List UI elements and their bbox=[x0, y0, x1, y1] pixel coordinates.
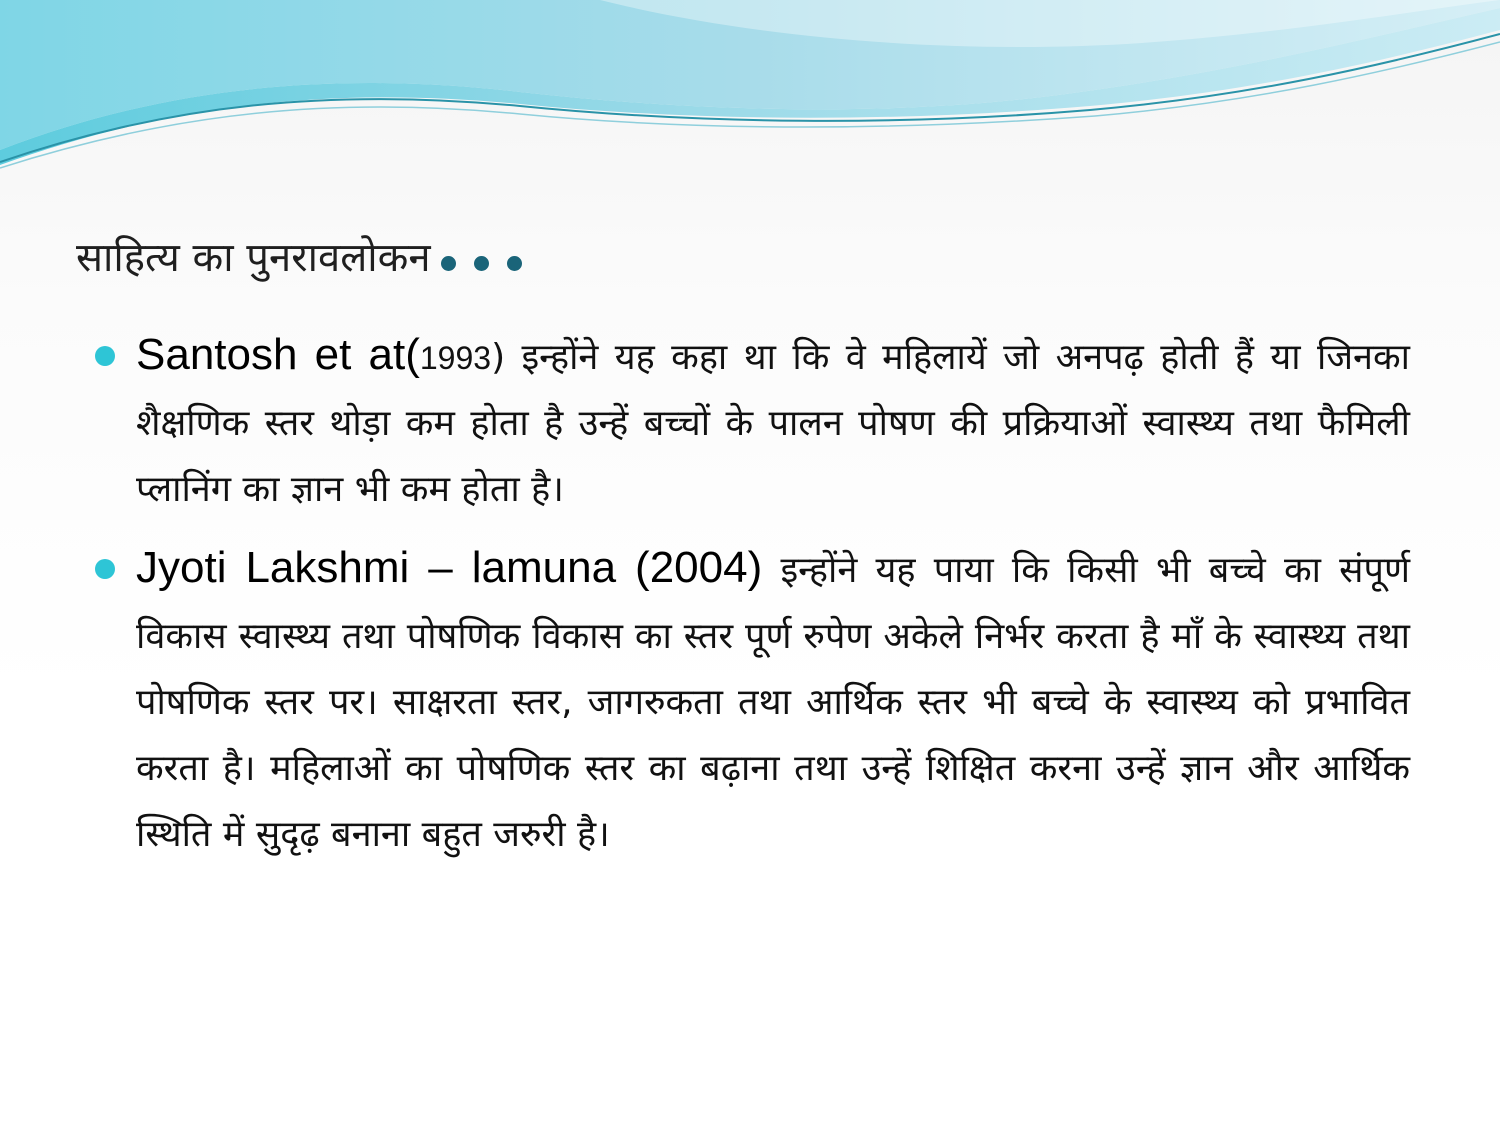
bullet-text: इन्होंने यह पाया कि किसी भी बच्चे का संपूर्ण विकास स्वास्थ्य तथा पोषणिक विकास का स्तर पूर्ण रुपेण अकेले निर्भर करता है माँ के स्वास्थ्य तथा पोषणिक स्तर पर। साक्षरता स्तर, जागरुकता तथा आर्थिक स्तर भी बच्चे के स्वास्थ्य को प्रभावित करता है। महिलाओं का पोषणिक स्तर का बढ़ाना तथा उन्हें शिक्षित करना उन्हें ज्ञान और आर्थिक स्थिति में सुदृढ़ बनाना बहुत जरुरी है। bbox=[136, 550, 1410, 855]
bullet-text: ) इन्होंने यह कहा था कि वे महिलायें जो अनपढ़ होती हैं या जिनका शैक्षणिक स्तर थोड़ा कम होता है उन्हें बच्चों के पालन पोषण की प्रक्रियाओं स्वास्थ्य तथा फैमिली प्लानिंग का ज्ञान भी कम होता है। bbox=[136, 337, 1410, 510]
bullet-author: Santosh et at( bbox=[136, 330, 420, 379]
bullet-dot-icon bbox=[95, 346, 115, 366]
bullet-item-jyoti bbox=[95, 535, 1410, 868]
title-ellipsis-dots bbox=[441, 256, 522, 271]
bullet-year: 1993 bbox=[419, 340, 492, 376]
dot bbox=[507, 256, 522, 271]
dot bbox=[474, 256, 489, 271]
dot bbox=[441, 256, 456, 271]
bullet-list bbox=[95, 322, 1410, 880]
bullet-author: Jyoti Lakshmi – lamuna (2004) bbox=[136, 543, 763, 592]
title-text: साहित्य का पुनरावलोकन bbox=[76, 235, 431, 281]
slide-title bbox=[76, 228, 522, 283]
wave-header-decoration bbox=[0, 0, 1500, 190]
bullet-item-santosh bbox=[95, 322, 1410, 523]
bullet-dot-icon bbox=[95, 559, 115, 579]
